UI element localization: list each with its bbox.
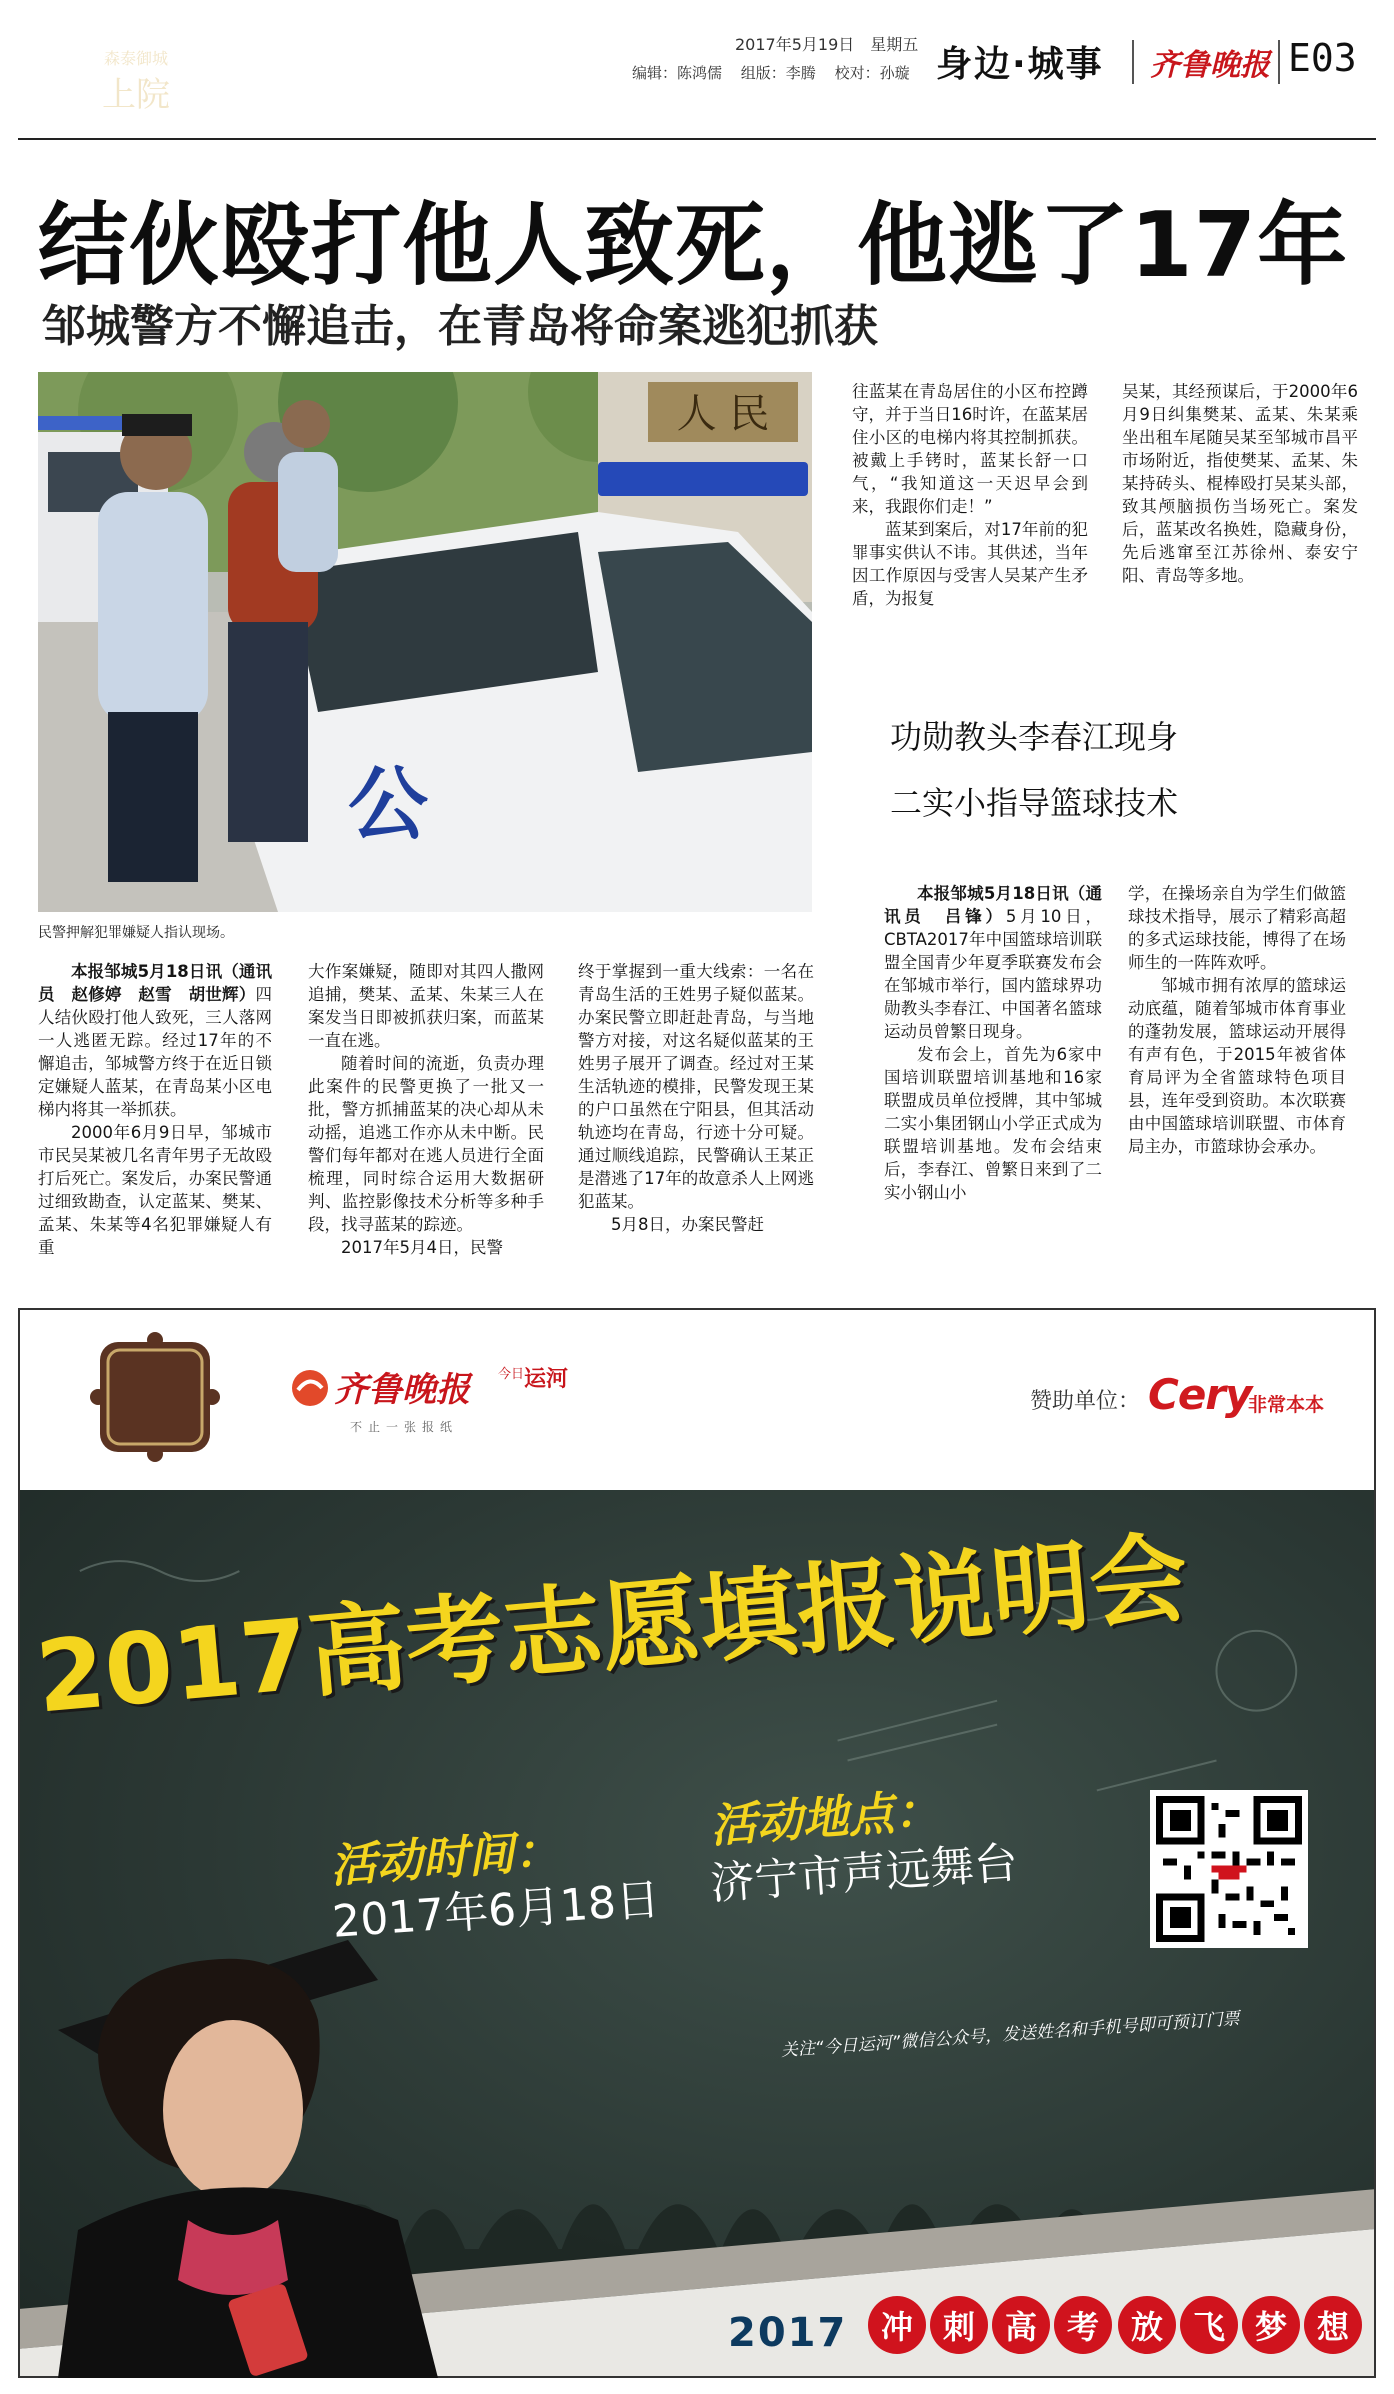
event-place-label: 活动地点： (708, 1782, 942, 1853)
news-photo (38, 372, 812, 912)
article-paragraph: 2000年6月9日早，邹城市市民吴某被几名青年男子无故殴打后死亡。案发后，办案民警通过细致勘查，认定蓝某、樊某、孟某、朱某等4名犯罪嫌疑人有重 (38, 1123, 272, 1257)
seal-line-1: 森泰御城 (103, 49, 168, 68)
article-paragraph: 往蓝某在青岛居住的小区布控蹲守，并于当日16时许，在蓝某居住小区的电梯内将其控制抓获。被戴上手铐时，蓝某长舒一口气，“我知道这一天迟早会到来，我跟你们走！” (852, 382, 1088, 516)
article-column-3 (578, 960, 814, 1236)
graduate-student-figure (18, 1830, 458, 2378)
article-paragraph: 随着时间的流逝，负责办理此案件的民警更换了一批又一批，警方抓捕蓝某的决心却从未动摇，追逃工作亦从未中断。民警们每年都对在逃人员进行全面梳理，同时综合运用大数据研判、监控影像技术分析等多种手段，找寻蓝某的踪迹。 (308, 1054, 544, 1234)
slogan-char: 刺 (930, 2296, 988, 2354)
brand-swirl-icon (290, 1368, 330, 1408)
slogan-char: 想 (1304, 2296, 1362, 2354)
proof-credit: 校对：孙璇 (834, 64, 910, 82)
slogan-char: 飞 (1180, 2296, 1238, 2354)
ad-year: 2017 (728, 2310, 848, 2356)
event-time-label: 活动时间： (328, 1822, 562, 1893)
article-column-2 (308, 960, 544, 1259)
slogan-group-1 (868, 2296, 1116, 2360)
editor-credits (632, 62, 924, 83)
article-column-1 (38, 960, 272, 1259)
slogan-char: 冲 (868, 2296, 926, 2354)
article-paragraph: 发布会上，首先为6家中国培训联盟培训基地和16家联盟成员单位授牌，其中邹城二实小集团钢山小学正式成为联盟培训基地。发布会结束后，李春江、曾繁日来到了二实小钢山小 (884, 1045, 1102, 1202)
main-subheadline: 邹城警方不懈追击，在青岛将命案逃犯抓获 (42, 301, 878, 352)
photo-car-text: 公 (348, 758, 428, 851)
main-headline: 结伙殴打他人致死，他逃了17年 (38, 193, 1349, 298)
seal-emblem (90, 1332, 220, 1462)
story2-column-1 (884, 882, 1102, 1204)
article-paragraph: 2017年5月4日，民警 (341, 1238, 503, 1257)
ad-brand-mini2: 运河 (524, 1367, 569, 1392)
article-paragraph: 终于掌握到一重大线索：一名在青岛生活的王姓男子疑似蓝某。办案民警立即赶赴青岛，与当地警方对接，对这名疑似蓝某的王姓男子展开了调查。经过对王某生活轨迹的模排，民警发现王某的户口虽然在宁阳县，但其活动轨迹均在青岛，行迹十分可疑。通过顺线追踪，民警确认王某正是潜逃了17年的故意杀人上网逃犯蓝某。 (578, 962, 814, 1211)
article-dateline: 本报邹城5月18日讯（通讯员 赵修婷 赵雪 胡世辉） (38, 962, 272, 1004)
layout-credit: 组版：李腾 (740, 64, 816, 82)
slogan-char: 高 (992, 2296, 1050, 2354)
sponsor-logo: Cery (1148, 1370, 1252, 1419)
article-paragraph: 蓝某到案后，对17年前的犯罪事实供认不讳。其供述，当年因工作原因与受害人吴某产生矛盾，为报复 (852, 520, 1088, 608)
article-paragraph: 吴某，其经预谋后，于2000年6月9日纠集樊某、孟某、朱某乘坐出租车尾随吴某至邹城市昌平市场附近，指使樊某、孟某、朱某持砖头、棍棒殴打吴某头部，致其颅脑损伤当场死亡。案发后，蓝某改名换姓，隐藏身份，先后逃窜至江苏徐州、泰安宁阳、青岛等多地。 (1122, 382, 1358, 585)
sponsor-label: 赞助单位： (1030, 1389, 1141, 1414)
qr-code-icon (1156, 1796, 1302, 1942)
ad-brand-mini: 今日 (498, 1367, 525, 1382)
article-column-4 (852, 380, 1088, 610)
section-title: 身边·城事 (936, 44, 1104, 85)
ad-brand-tagline: 不止一张报纸 (350, 1420, 459, 1434)
photo-sign-text: 人 民 (676, 391, 770, 437)
editor-credit: 编辑：陈鸿儒 (632, 64, 723, 82)
article-paragraph: 5月8日，办案民警赶 (611, 1215, 764, 1234)
issue-date-text: 2017年5月19日 (735, 35, 855, 54)
header-divider (1132, 40, 1134, 84)
issue-date (735, 32, 918, 55)
article-paragraph: 四人结伙殴打他人致死，三人落网一人逃匿无踪。经过17年的不懈追击，邹城警方终于在近日锁定嫌疑人蓝某，在青岛某小区电梯内将其一举抓获。 (38, 985, 272, 1119)
photo-caption: 民警押解犯罪嫌疑人指认现场。 (38, 925, 234, 941)
paper-logo: 齐鲁晚报 (1150, 48, 1270, 83)
article-paragraph: 邹城市拥有浓厚的篮球运动底蕴，随着邹城市体育事业的蓬勃发展，篮球运动开展得有声有色，于2015年被省体育局评为全省篮球特色项目县，连年受到资助。本次联赛由中国篮球培训联盟、市体育局主办，市篮球协会承办。 (1128, 976, 1346, 1156)
event-time-value: 2017年6月18日 (330, 1874, 662, 1948)
ad-title: 2017高考志愿填报说明会 (31, 1521, 1193, 1736)
ad-brand-logo: 齐鲁晚报 (334, 1370, 470, 1410)
article-paragraph: 5月10日，CBTA2017年中国篮球培训联盟全国青少年夏季联赛发布会在邹城市举行，国内篮球界功勋教头李春江、中国著名篮球运动员曾繁日现身。 (884, 907, 1103, 1041)
story2-headline-1: 功勋教头李春江现身 (890, 718, 1179, 756)
slogan-char: 放 (1118, 2296, 1176, 2354)
article-paragraph: 学，在操场亲自为学生们做篮球技术指导，展示了精彩高超的多式运球技能，博得了在场师生的一阵阵欢呼。 (1128, 884, 1346, 972)
header-divider (1278, 40, 1280, 84)
event-place-value: 济宁市声远舞台 (708, 1837, 1020, 1910)
article-column-5 (1122, 380, 1358, 587)
slogan-group-2 (1118, 2296, 1366, 2360)
story2-column-2 (1128, 882, 1346, 1158)
issue-weekday: 星期五 (870, 35, 919, 54)
sponsor-tagline: 非常本本 (1248, 1394, 1325, 1416)
header-rule (18, 138, 1376, 140)
ad-booking-note: 关注“今日运河”微信公众号，发送姓名和手机号即可预订门票 (780, 2008, 1241, 2061)
seal-line-2: 上院 (102, 75, 170, 115)
article-paragraph: 大作案嫌疑，随即对其四人撒网追捕，樊某、孟某、朱某三人在案发当日即被抓获归案，而蓝某一直在逃。 (308, 962, 544, 1050)
story2-dateline: 本报邹城5月18日讯（通讯员 吕锋） (884, 884, 1102, 926)
qr-code[interactable] (1150, 1790, 1308, 1948)
story2-headline-2: 二实小指导篮球技术 (890, 784, 1179, 822)
slogan-char: 梦 (1242, 2296, 1300, 2354)
slogan-char: 考 (1054, 2296, 1112, 2354)
page-number: E03 (1288, 36, 1357, 80)
